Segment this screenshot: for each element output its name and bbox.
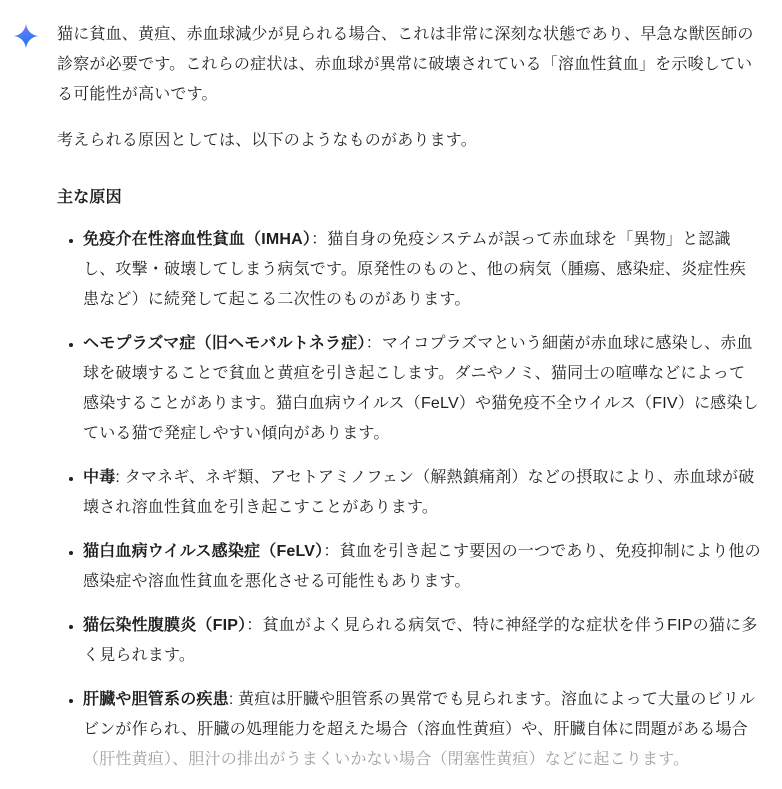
intro-paragraph: 猫に貧血、黄疸、赤血球減少が見られる場合、これは非常に深刻な状態であり、早急な獣医師の診察が必要です。これらの症状は、赤血球が異常に破壊されている「溶血性貧血」を示唆している可能性が高いです。 (57, 26, 754, 103)
cause-description: ：猫自身の免疫システムが誤って赤血球を「異物」と認識し、攻撃・破壊してしまう病気です。原発性のものと、他の病気（腫瘍、感染症、炎症性疾患など）に続発して起こる二次性のものがあります。 (83, 231, 746, 308)
cause-description: ：マイコプラズマという細菌が赤血球に感染し、赤血球を破壊することで貧血と黄疸を引き起こします。ダニやノミ、猫同士の喧嘩などによって感染することがあります。猫白血病ウイルス（FeLV）や猫免疫不全ウイルス（FIV）に感染している猫で発症しやすい傾向があります。 (83, 335, 759, 442)
main-causes-heading: 主な原因 (57, 189, 122, 206)
cause-list-item (83, 329, 761, 449)
cause-term: ヘモプラズマ症（旧ヘモバルトネラ症） (83, 335, 366, 352)
causes-list (57, 225, 761, 775)
cause-term: 免疫介在性溶血性貧血（IMHA） (83, 231, 312, 248)
cause-description-pending: （肝性黄疸）、胆汁の排出がうまくいかない場合（閉塞性黄疸）などに起こります。 (83, 751, 690, 768)
cause-description: : タマネギ、ネギ類、アセトアミノフェン（解熱鎮痛剤）などの摂取により、赤血球が破壊され溶血性貧血を引き起こすことがあります。 (83, 469, 755, 516)
causes-lead-paragraph: 考えられる原因としては、以下のようなものがあります。 (57, 132, 477, 149)
cause-list-item (83, 225, 761, 315)
cause-term: 猫白血病ウイルス感染症（FeLV） (83, 543, 324, 560)
cause-term: 中毒 (83, 469, 116, 486)
cause-description: : 黄疸は肝臓や胆管系の異常でも見られます。溶血によって大量のビリルビンが作られ、肝臓の処理能力を超えた場合（溶血性黄疸）や、肝臓自体に問題がある場合 (83, 691, 756, 738)
cause-description: ：貧血を引き起こす要因の一つであり、免疫抑制により他の感染症や溶血性貧血を悪化させる可能性もあります。 (83, 543, 761, 590)
cause-list-item (83, 537, 761, 597)
cause-term: 猫伝染性腹膜炎（FIP） (83, 617, 247, 634)
response-content (57, 20, 761, 789)
cause-description: ：貧血がよく見られる病気で、特に神経学的な症状を伴うFIPの猫に多く見られます。 (83, 617, 758, 664)
gemini-sparkle-icon (12, 20, 57, 50)
cause-list-item (83, 685, 761, 775)
cause-list-item (83, 463, 761, 523)
cause-term: 肝臓や胆管系の疾患 (83, 691, 229, 708)
cause-list-item (83, 611, 761, 671)
